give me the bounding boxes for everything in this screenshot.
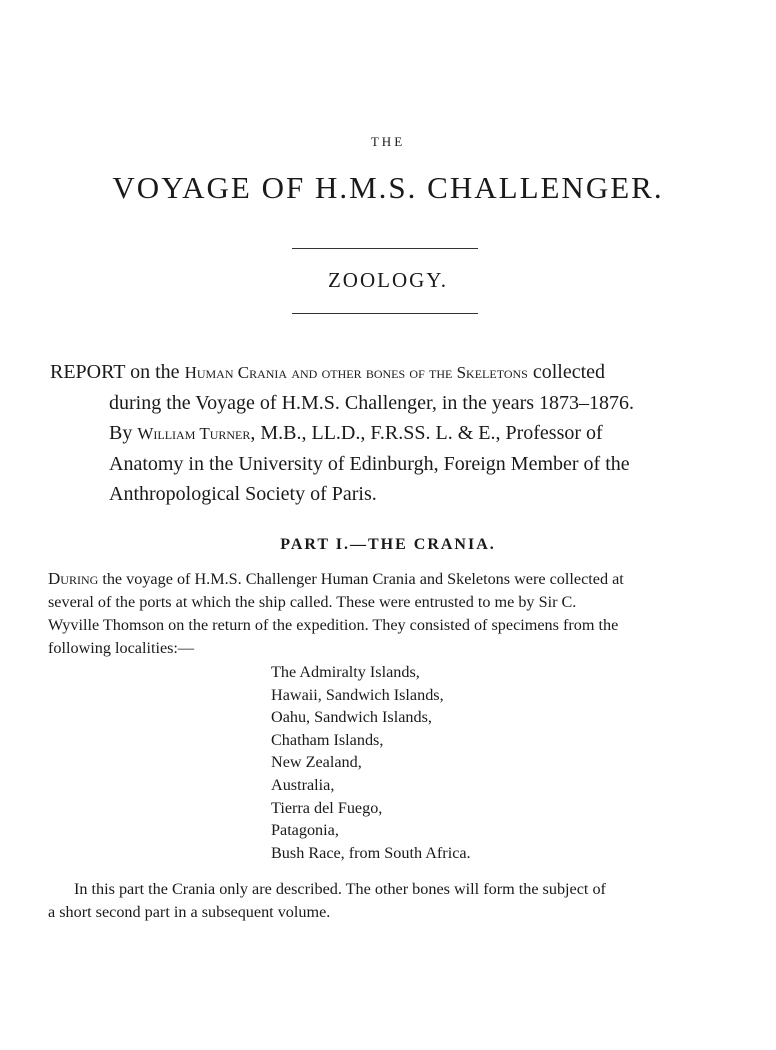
report-line-4: Anatomy in the University of Edinburgh, Foreign Member of the bbox=[109, 453, 630, 475]
part-heading: PART I.—THE CRANIA. bbox=[280, 536, 496, 553]
paragraph-intro-line-2: several of the ports at which the ship called. These were entrusted to me by Sir C. bbox=[48, 593, 577, 611]
report-line-3 bbox=[50, 418, 730, 449]
paragraph-intro-dropword: During bbox=[48, 569, 99, 588]
list-item: Oahu, Sandwich Islands, bbox=[271, 708, 432, 727]
report-line-3-start: By bbox=[109, 422, 138, 444]
report-line-1-end: collected bbox=[527, 361, 606, 383]
list-item: The Admiralty Islands, bbox=[271, 663, 420, 681]
divider-top bbox=[292, 248, 478, 249]
report-line-2: during the Voyage of H.M.S. Challenger, in the years 1873–1876. bbox=[109, 392, 635, 414]
report-line-3-end: , M.B., LL.D., F.R.SS. L. & E., Professor of bbox=[250, 422, 603, 444]
report-line-5: Anthropological Society of Paris. bbox=[109, 483, 377, 505]
list-item: Chatham Islands, bbox=[271, 730, 384, 749]
report-line-1-smallcaps: Human Crania and other bones of the Skeletons bbox=[184, 363, 528, 382]
paragraph-closing-line-2: a short second part in a subsequent volume. bbox=[48, 903, 331, 921]
localities-list bbox=[271, 661, 471, 864]
paragraph-closing-line-1: In this part the Crania only are described. The other bones will form the subject of bbox=[74, 880, 606, 898]
paragraph-intro-line-3: Wyville Thomson on the return of the expedition. They consisted of specimens from the bbox=[48, 616, 619, 634]
list-item: Bush Race, from South Africa. bbox=[271, 843, 471, 862]
paragraph-intro bbox=[48, 567, 729, 660]
report-line-1 bbox=[50, 357, 730, 388]
list-item: Patagonia, bbox=[271, 821, 339, 840]
list-item: Australia, bbox=[271, 775, 335, 794]
divider-bottom bbox=[292, 313, 478, 314]
list-item: Tierra del Fuego, bbox=[271, 798, 383, 817]
author-name: William Turner bbox=[137, 424, 251, 443]
report-line-1-start: REPORT on the bbox=[50, 361, 185, 383]
list-item: New Zealand, bbox=[271, 753, 362, 772]
title-prefix: THE bbox=[370, 134, 406, 149]
paragraph-intro-line-1 bbox=[48, 567, 729, 591]
report-heading bbox=[50, 357, 730, 509]
section-title: ZOOLOGY. bbox=[327, 268, 449, 292]
paragraph-intro-line-4: following localities:— bbox=[48, 639, 195, 657]
list-item: Hawaii, Sandwich Islands, bbox=[271, 685, 444, 704]
paragraph-closing bbox=[48, 878, 729, 924]
page-title: VOYAGE OF H.M.S. CHALLENGER. bbox=[112, 170, 664, 205]
paragraph-intro-line-1-text: the voyage of H.M.S. Challenger Human Crania and Skeletons were collected at bbox=[98, 570, 624, 588]
